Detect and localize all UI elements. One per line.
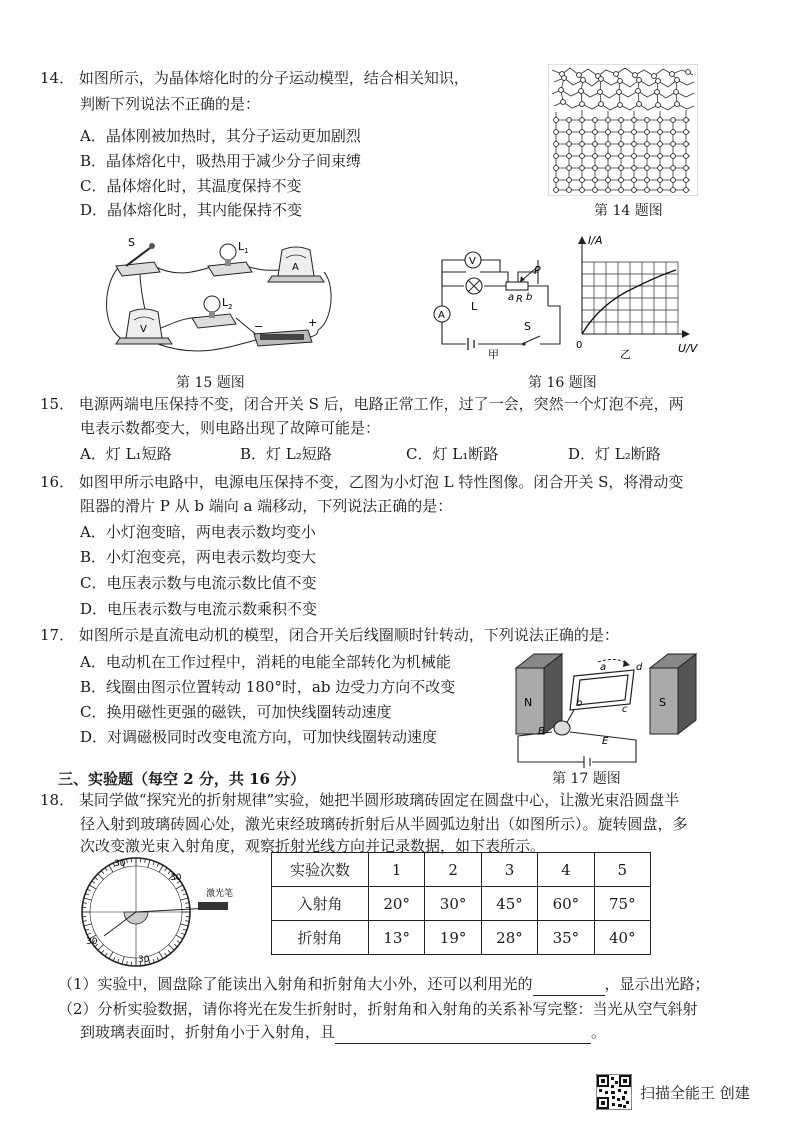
q16-figure — [428, 232, 698, 364]
q17-c-label: c — [622, 704, 628, 715]
q18-header-cell: 4 — [538, 853, 594, 887]
q15-lamp-l2-icon — [192, 296, 236, 328]
q18-table-cell: 13° — [369, 921, 425, 955]
q15-switch-icon — [116, 243, 160, 276]
q18-disc-label-bottom: 30 — [138, 955, 150, 965]
q14-figure-caption: 第 14 题图 — [594, 203, 663, 219]
q18-table-cell: 19° — [425, 921, 481, 955]
q16-iu-graph — [576, 234, 698, 361]
q14-option-c: C．晶体熔化时，其温度保持不变 — [80, 177, 302, 195]
q17-commutator-icon — [554, 721, 570, 735]
q18-header-cell: 3 — [481, 853, 537, 887]
q18-laser-pointer-icon — [198, 902, 228, 910]
q18-sub2-text: 到玻璃表面时，折射角小于入射角，且 — [80, 1023, 336, 1041]
q18-header-cell: 1 — [369, 853, 425, 887]
q18-table-cell: 35° — [538, 921, 594, 955]
q16-switch-icon — [522, 342, 525, 345]
q17-figure-caption: 第 17 题图 — [552, 771, 621, 787]
q16-end-a-label: a — [508, 292, 515, 303]
q15-option-c: C．灯 L₁断路 — [406, 445, 499, 463]
q18-disc-label-left: 30 — [86, 937, 98, 947]
q15-circuit-figure — [96, 226, 344, 376]
q16-slider-label: P — [534, 264, 541, 277]
q14-option-b: B．晶体熔化中，吸热用于减少分子间束缚 — [80, 152, 362, 170]
section3-title: 三、实验题（每空 2 分，共 16 分） — [58, 770, 306, 788]
q18-disc-label-top: 30 — [114, 859, 126, 869]
q14-stem-line2: 判断下列说法不正确的是： — [80, 95, 261, 113]
q15-l1-label: $L_1$ — [238, 240, 249, 255]
q18-stem-line2: 径入射到玻璃砖圆心处，激光束经玻璃砖折射后从半圆弧边射出（如图所示）。旋转圆盘，多 — [80, 815, 688, 833]
q15-battery-minus: − — [254, 320, 264, 333]
q18-sub1 — [58, 972, 710, 996]
q16-y-axis-label: I/A — [588, 234, 603, 247]
q16-x-axis-label: U/V — [678, 342, 698, 355]
q18-table-header-row — [272, 853, 651, 887]
q15-figure-caption: 第 15 题图 — [176, 375, 245, 391]
q15-stem-line2: 电表示数都变大，则电路出现了故障可能是： — [80, 419, 381, 437]
q18-sub1-text: （1）实验中，圆盘除了能读出入射角和折射角大小外，还可以利用光的 — [58, 975, 533, 993]
q15-battery-plus: + — [308, 316, 318, 329]
q17-n-label: N — [524, 696, 533, 709]
q18-table-cell: 入射角 — [272, 887, 369, 921]
q17-s-label: S — [659, 696, 666, 709]
q15-stem-line1: 15． 电源两端电压保持不变，闭合开关 S 后，电路正常工作，过了一会，突然一个灯泡不亮，两 — [40, 395, 684, 413]
q18-header-cell: 5 — [594, 853, 650, 887]
q14-option-d: D．晶体熔化时，其内能保持不变 — [80, 201, 303, 219]
q18-sub2-line2 — [80, 1020, 606, 1044]
q18-sub1-tail: ，显示出光路； — [604, 975, 710, 993]
q16-r-label: R — [516, 294, 523, 305]
q15-voltmeter-label: V — [140, 324, 147, 335]
q16-battery-icon — [468, 338, 474, 350]
q18-laser-label: 激光笔 — [206, 889, 234, 899]
q15-option-a: A．灯 L₁短路 — [80, 445, 172, 463]
q16-jia-label: 甲 — [488, 348, 499, 361]
q17-b-label: b — [576, 698, 583, 709]
q16-option-a: A．小灯泡变暗，两电表示数均变小 — [80, 523, 316, 541]
q16-option-b: B．小灯泡变亮，两电表示数均变大 — [80, 548, 317, 566]
q16-ammeter-label: A — [438, 310, 445, 321]
q18-stem-line1: 18． 某同学做“探究光的折射规律”实验，她把半圆形玻璃砖固定在圆盘中心，让激光束沿圆盘半 — [40, 791, 680, 809]
q18-stem-line3: 次改变激光束入射角度，观察折射光线方向并记录数据，如下表所示。 — [80, 837, 546, 855]
q16-yi-label: 乙 — [620, 348, 631, 361]
q16-end-b-label: b — [526, 292, 533, 303]
q18-table-cell: 45° — [481, 887, 537, 921]
q17-coil-icon — [566, 670, 634, 724]
q16-stem-line2: 阻器的滑片 P 从 b 端向 a 端移动，下列说法正确的是： — [80, 497, 453, 515]
q18-table-cell: 30° — [425, 887, 481, 921]
q15-ammeter-label: A — [292, 262, 299, 273]
q18-data-table — [271, 852, 651, 955]
q16-lamp-label: L — [471, 300, 478, 313]
q17-option-c: C．换用磁性更强的磁铁，可加快线圈转动速度 — [80, 703, 392, 721]
q18-header-cell: 2 — [425, 853, 481, 887]
q18-table-cell: 40° — [594, 921, 650, 955]
q14-option-a: A．晶体刚被加热时，其分子运动更加剧烈 — [80, 127, 361, 145]
q15-option-b: B．灯 L₂短路 — [240, 445, 332, 463]
q16-rheostat-icon — [506, 282, 528, 290]
q17-south-magnet-icon — [650, 654, 696, 734]
q18-table-cell: 75° — [594, 887, 650, 921]
q15-switch-label: S — [128, 236, 135, 249]
q18-disc-figure — [74, 852, 254, 972]
q18-table-row — [272, 921, 651, 955]
q18-table-cell: 28° — [481, 921, 537, 955]
q17-d-label: d — [636, 662, 643, 673]
q16-figure-caption: 第 16 题图 — [528, 375, 597, 391]
q18-table-cell: 折射角 — [272, 921, 369, 955]
q18-header-cell: 实验次数 — [272, 853, 369, 887]
q18-sub2-line1: （2）分析实验数据，请你将光在发生折射时，折射角和入射角的关系补写完整：当光从空气斜射 — [58, 1000, 698, 1018]
q18-disc-label-right: 30 — [170, 873, 182, 883]
q17-motor-figure — [504, 640, 704, 768]
q14-stem-line1: 14． 如图所示，为晶体熔化时的分子运动模型，结合相关知识， — [40, 69, 469, 87]
q17-option-a: A．电动机在工作过程中，消耗的电能全部转化为机械能 — [80, 653, 451, 671]
q14-molecular-model-figure — [548, 64, 698, 196]
q16-origin-label: 0 — [576, 340, 583, 351]
q17-stem: 17． 如图所示是直流电动机的模型，闭合开关后线圈顺时针转动，下列说法正确的是： — [40, 626, 619, 644]
q17-a-label: a — [600, 662, 607, 673]
q16-option-d: D．电压表示数与电流示数乘积不变 — [80, 600, 318, 618]
q17-option-d: D．对调磁极同时改变电流方向，可加快线圈转动速度 — [80, 728, 438, 746]
q17-e-label: E — [602, 736, 609, 747]
q17-big-b-label: B — [538, 726, 545, 737]
q17-option-b: B．线圈由图示位置转动 180°时，ab 边受力方向不改变 — [80, 678, 456, 696]
qr-code-icon — [596, 1074, 632, 1110]
q18-sub2-tail: 。 — [591, 1023, 607, 1041]
q17-north-magnet-icon — [516, 654, 562, 734]
q16-switch-label: S — [524, 320, 531, 333]
q18-table-cell: 60° — [538, 887, 594, 921]
q16-stem-line1: 16． 如图甲所示电路中，电源电压保持不变，乙图为小灯泡 L 特性图像。闭合开关 S，将滑动变 — [40, 473, 684, 491]
q18-table-cell: 20° — [369, 887, 425, 921]
scanner-watermark: 扫描全能王 创建 — [640, 1084, 750, 1102]
q18-sub2-answer-blank[interactable] — [335, 1025, 591, 1044]
q18-table-row — [272, 887, 651, 921]
q15-option-d: D．灯 L₂断路 — [568, 445, 661, 463]
q18-sub1-answer-blank[interactable] — [533, 977, 605, 996]
q16-voltmeter-label: V — [469, 256, 476, 267]
q15-l2-label: $L_2$ — [222, 296, 233, 311]
q16-option-c: C．电压表示数与电流示数比值不变 — [80, 574, 317, 592]
